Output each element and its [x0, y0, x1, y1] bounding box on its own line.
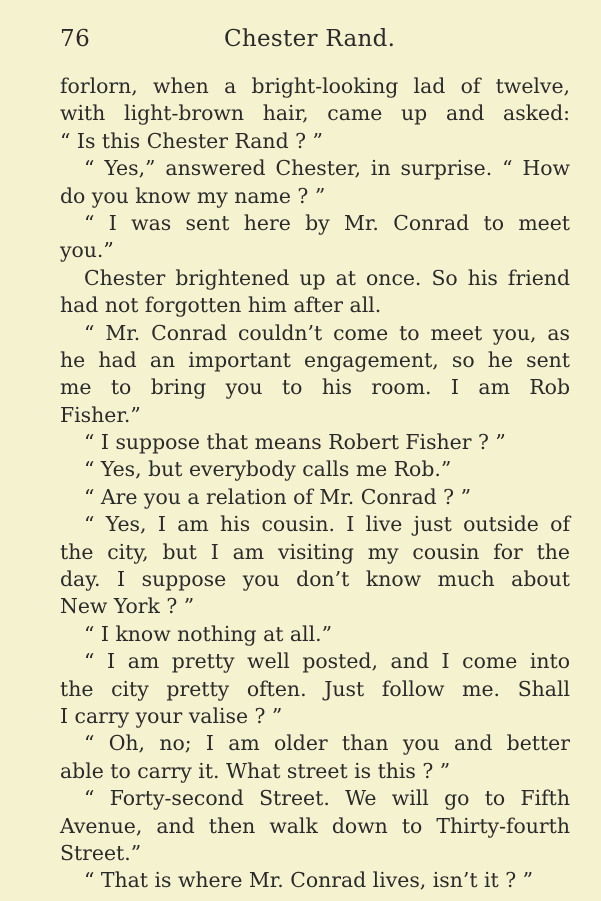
text-line: “ Yes, but everybody calls me Rob.”: [84, 457, 452, 482]
text-line: able to carry it. What street is this ? ”: [60, 758, 451, 783]
text-line: the city pretty often. Just follow me. Shall: [60, 676, 570, 701]
text-line: “ Oh, no; I am older than you and better: [84, 731, 570, 756]
text-line: Fisher.”: [60, 402, 141, 427]
text-line: “ Yes, I am his cousin. I live just outside of: [84, 512, 570, 537]
text-line: had not forgotten him after all.: [60, 293, 382, 318]
text-line: “ Forty-second Street. We will go to Fifth: [84, 786, 570, 811]
text-line: “ I am pretty well posted, and I come into: [84, 649, 570, 674]
text-line: do you know my name ? ”: [60, 183, 326, 208]
text-line: Avenue, and then walk down to Thirty-fourth: [60, 813, 570, 838]
text-line: Street.”: [60, 840, 142, 865]
text-line: “ That is where Mr. Conrad lives, isn’t it ? ”: [84, 868, 534, 893]
text-line: he had an important engagement, so he sent: [60, 347, 570, 372]
text-line: me to bring you to his room. I am Rob: [60, 375, 570, 400]
text-line: “ Is this Chester Rand ? ”: [60, 128, 323, 153]
text-line: day. I suppose you don’t know much about: [60, 567, 570, 592]
text-line: “ I suppose that means Robert Fisher ? ”: [84, 430, 506, 455]
text-line: “ Are you a relation of Mr. Conrad ? ”: [84, 484, 472, 509]
text-line: “ Yes,” answered Chester, in surprise. “ How: [84, 156, 570, 181]
text-line: Chester brightened up at once. So his friend: [84, 265, 570, 290]
text-line: “ I was sent here by Mr. Conrad to meet: [84, 210, 570, 235]
text-line: New York ? ”: [60, 594, 195, 619]
text-line: “ I know nothing at all.”: [84, 621, 333, 646]
page-header: [60, 26, 570, 60]
text-line: forlorn, when a bright-looking lad of twelve,: [60, 74, 570, 98]
text-line: “ Mr. Conrad couldn’t come to meet you, as: [84, 320, 570, 345]
text-line: the city, but I am visiting my cousin for the: [60, 539, 570, 564]
body-text: [60, 73, 570, 895]
running-title: Chester Rand.: [224, 26, 396, 52]
page-number: 76: [60, 26, 91, 52]
text-line: you.”: [60, 238, 114, 263]
text-line: with light-brown hair, came up and asked:: [60, 101, 570, 126]
text-line: I carry your valise ? ”: [60, 703, 283, 728]
